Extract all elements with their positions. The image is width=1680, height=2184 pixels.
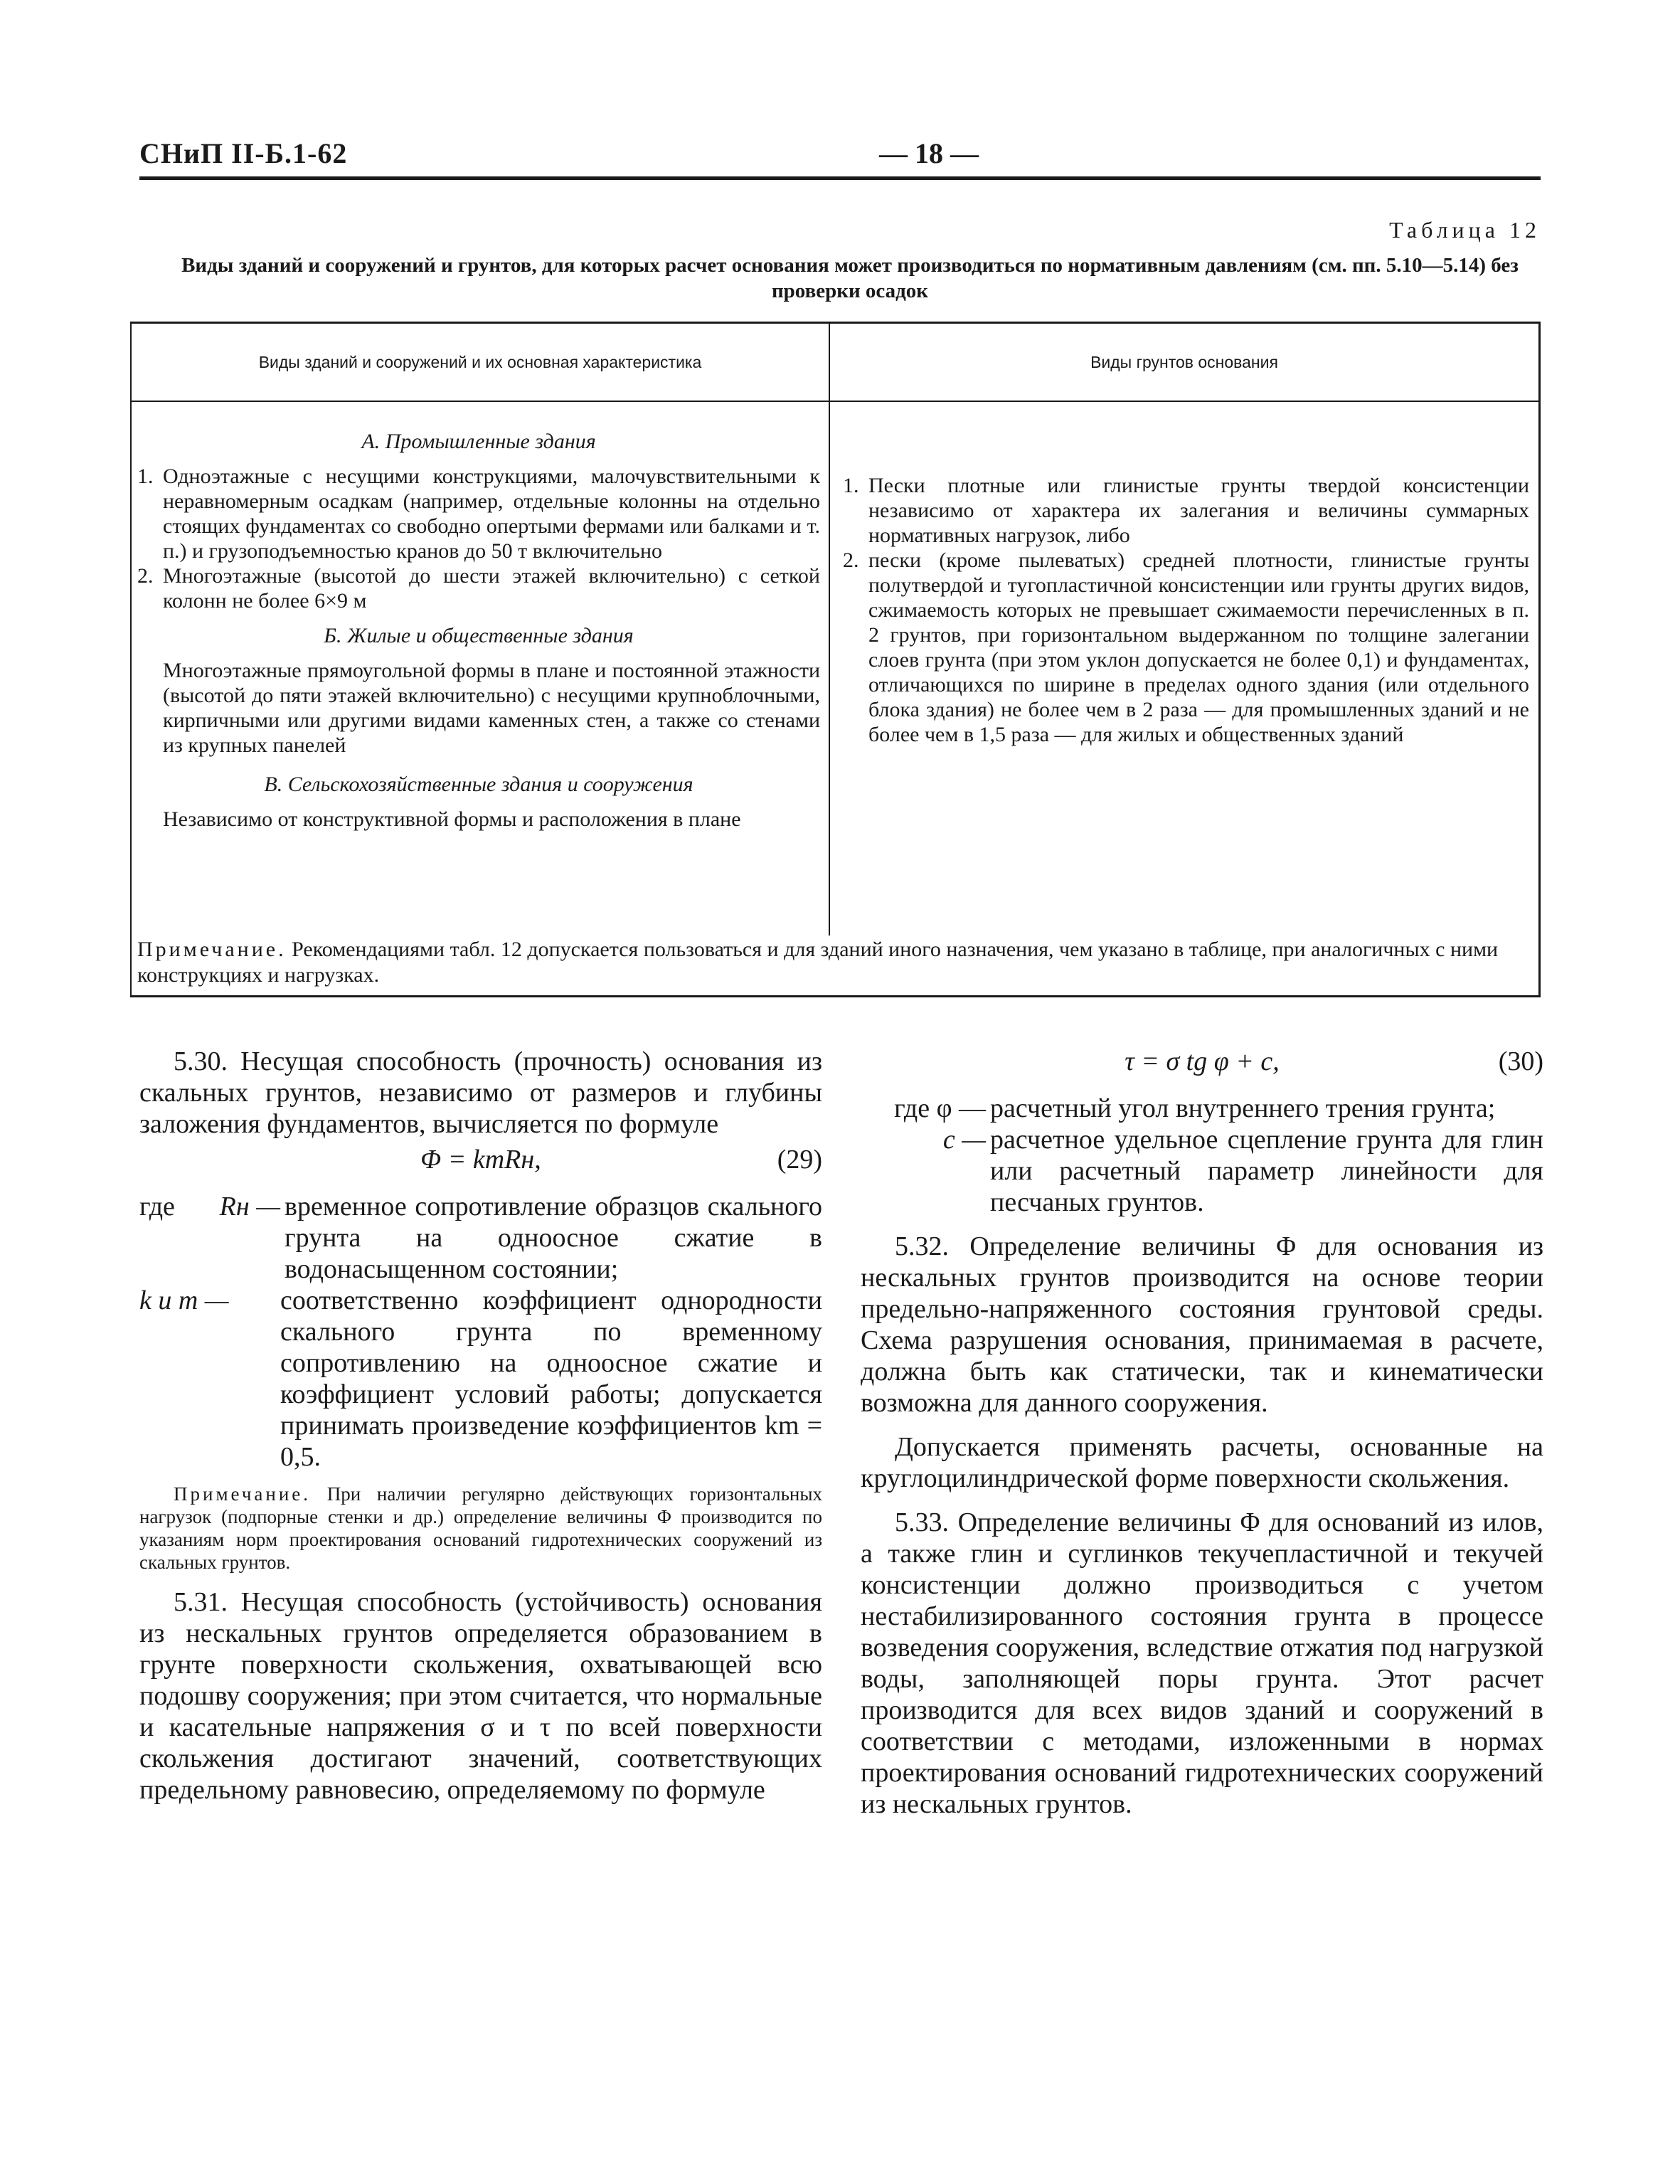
def-phi-text: расчетный угол внутреннего трения грунта; [990,1093,1496,1123]
table-left-cell [137,429,820,846]
table-note [137,937,1533,988]
formula-29-number: (29) [777,1145,822,1175]
formula-30-expression: τ = σ tg φ + c, [1125,1046,1280,1076]
paragraph-5-33: 5.33. Определение величины Φ для оснований из илов, а также глин и суглинков текучепластичной и текучей консистенции должно производиться с учетом нестабилизированного состояния грунта в процессе возведения сооружения, вследствие отжатия под нагрузкой воды, заполняющей поры грунта. Этот расчет производится для всех видов зданий и сооружений в соответствии с методами, изложенными в нормах проектирования оснований гидротехнических сооружений из нескальных грунтов. [861,1507,1543,1819]
agricultural-text: Независимо от конструктивной формы и расположения в плане [163,807,741,831]
document-code: СНиП II-Б.1-62 [139,137,348,169]
table-label: Таблица 12 [1389,217,1541,243]
list-item: 1. Пески плотные или глинистые грунты твердой консистенции независимо от характера их залегания и величины суммарных нормативных нагрузок, либо [843,474,1529,547]
right-item-2: пески (кроме пылеватых) средней плотности, глинистые грунты полутвердой и тугопластичной консистенции или грунты других видов, сжимаемость которых не превышает сжимаемости перечисленных в п. 2 грунтов, при горизонтальном выдержанном по толщине залегании слоев грунта (при этом уклон допускается не более 0,1) и фундаментах, отличающихся по ширине в пределах одного здания (или отдельного блока здания) не более чем в 2 раза — для промышленных зданий и не более чем в 1,5 раза — для жилых и общественных зданий [868,548,1529,746]
def-r-term: Rн — [219,1192,280,1221]
definition-row [139,1285,822,1473]
formula-29 [139,1144,822,1184]
page-number: — 18 — [879,137,979,169]
formula-30 [861,1046,1543,1086]
definition-row [139,1191,822,1285]
subheading-agricultural: В. Сельскохозяйственные здания и сооружения [264,773,693,796]
left-item-2: Многоэтажные (высотой до шести этажей включительно) с сеткой колонн не более 6×9 м [163,564,820,613]
table-column-divider [829,324,830,935]
table-col2-header: Виды грунтов основания [1090,352,1278,371]
table-12 [130,322,1541,997]
where-word: где [139,1192,175,1221]
formula-30-number: (30) [1498,1046,1543,1076]
table-note-label: Примечание. [137,938,287,961]
table-right-cell [843,473,1529,747]
note-5-30-label: Примечание. [174,1483,312,1505]
paragraph-5-30: 5.30. Несущая способность (прочность) основания из скальных грунтов, независимо от размеров и глубины заложения фундаментов, вычисляется по формуле [139,1046,822,1139]
list-item: 2. пески (кроме пылеватых) средней плотности, глинистые грунты полутвердой и тугопластичной консистенции или грунты других видов, сжимаемость которых не превышает сжимаемости перечисленных в п. 2 грунтов, при горизонтальном выдержанном по толщине залегании слоев грунта (при этом уклон допускается не более 0,1) и фундаментах, отличающихся по ширине в пределах одного здания (или отдельного блока здания) не более чем в 2 раза — для промышленных зданий и не более чем в 1,5 раза — для жилых и общественных зданий [843,548,1529,746]
def-km-term: k и m — [139,1286,229,1315]
def-km-text: соответственно коэффициент однородности скального грунта по временному сопротивлению на одноосное сжатие и коэффициент условий работы; допускается принимать произведение коэффициентов km = 0,5. [280,1286,822,1472]
note-5-30 [139,1483,822,1574]
table-note-text: Рекомендациями табл. 12 допускается пользоваться и для зданий иного назначения, чем указано в таблице, при аналогичных с ними конструкциях и нагрузках. [137,938,1499,987]
formula-29-expression: Φ = kmRн, [420,1145,541,1175]
definition-row [861,1093,1543,1124]
body-right-column [861,1046,1543,1820]
list-item: 1. Одноэтажные с несущими конструкциями, малочувствительными к неравномерным осадкам (например, отдельные колонны на отдельно стоящих фундаментах со свободно опертыми фермами или балками и т. п.) и грузоподъемностью кранов до 50 т включительно [137,465,820,563]
table-header-row [132,324,1538,402]
note-5-30-text: При наличии регулярно действующих горизонтальных нагрузок (подпорные стенки и др.) определение величины Φ производится по указаниям норм проектирования оснований гидротехнических сооружений из скальных грунтов. [139,1483,822,1573]
def-r-text: временное сопротивление образцов скального грунта на одноосное сжатие в водонасыщенном состоянии; [285,1192,822,1284]
residential-text: Многоэтажные прямоугольной формы в плане и постоянной этажности (высотой до пяти этажей включительно) с несущими крупноблочными, кирпичными или другими видами каменных стен, а также со стенами из крупных панелей [163,659,820,757]
def-c-text: расчетное удельное сцепление грунта для глин или расчетный параметр линейности для песчаных грунтов. [990,1125,1543,1217]
subheading-residential: Б. Жилые и общественные здания [324,624,634,647]
paragraph-5-32-continued: Допускается применять расчеты, основанные на круглоцилиндрической форме поверхности скольжения. [861,1432,1543,1493]
left-item-1: Одноэтажные с несущими конструкциями, малочувствительными к неравномерным осадкам (например, отдельные колонны на отдельно стоящих фундаментах со свободно опертыми фермами или балками и т. п.) и грузоподъемностью кранов до 50 т включительно [163,465,820,563]
definitions-30 [861,1093,1543,1218]
def-phi-term: где φ — [894,1093,986,1123]
right-item-1: Пески плотные или глинистые грунты твердой консистенции независимо от характера их залегания и величины суммарных нормативных нагрузок, либо [868,474,1529,547]
subheading-industrial: А. Промышленные здания [361,430,596,453]
table-col1-header: Виды зданий и сооружений и их основная характеристика [258,352,702,371]
header-rule [139,176,1541,180]
body-left-column [139,1046,822,1806]
table-caption: Виды зданий и сооружений и грунтов, для которых расчет основания может производиться по нормативным давлениям (см. пп. 5.10—5.14) без проверки осадок [181,254,1519,302]
definitions-29 [139,1191,822,1473]
def-c-term: c — [942,1125,986,1155]
paragraph-5-31: 5.31. Несущая способность (устойчивость) основания из нескальных грунтов определяется образованием в грунте поверхности скольжения, охватывающей всю подошву сооружения; при этом считается, что нормальные и касательные напряжения σ и τ по всей поверхности скольжения достигают значений, соответствующих предельному равновесию, определяемому по формуле [139,1587,822,1805]
definition-row [861,1124,1543,1218]
list-item: 2. Многоэтажные (высотой до шести этажей включительно) с сеткой колонн не более 6×9 м [137,564,820,613]
paragraph-5-32: 5.32. Определение величины Φ для основания из нескальных грунтов производится на основе теории предельно-напряженного состояния грунтовой среды. Схема разрушения основания, принимаемая в расчете, должна быть как статически, так и кинематически возможна для данного сооружения. [861,1231,1543,1418]
page-header [139,137,1541,172]
